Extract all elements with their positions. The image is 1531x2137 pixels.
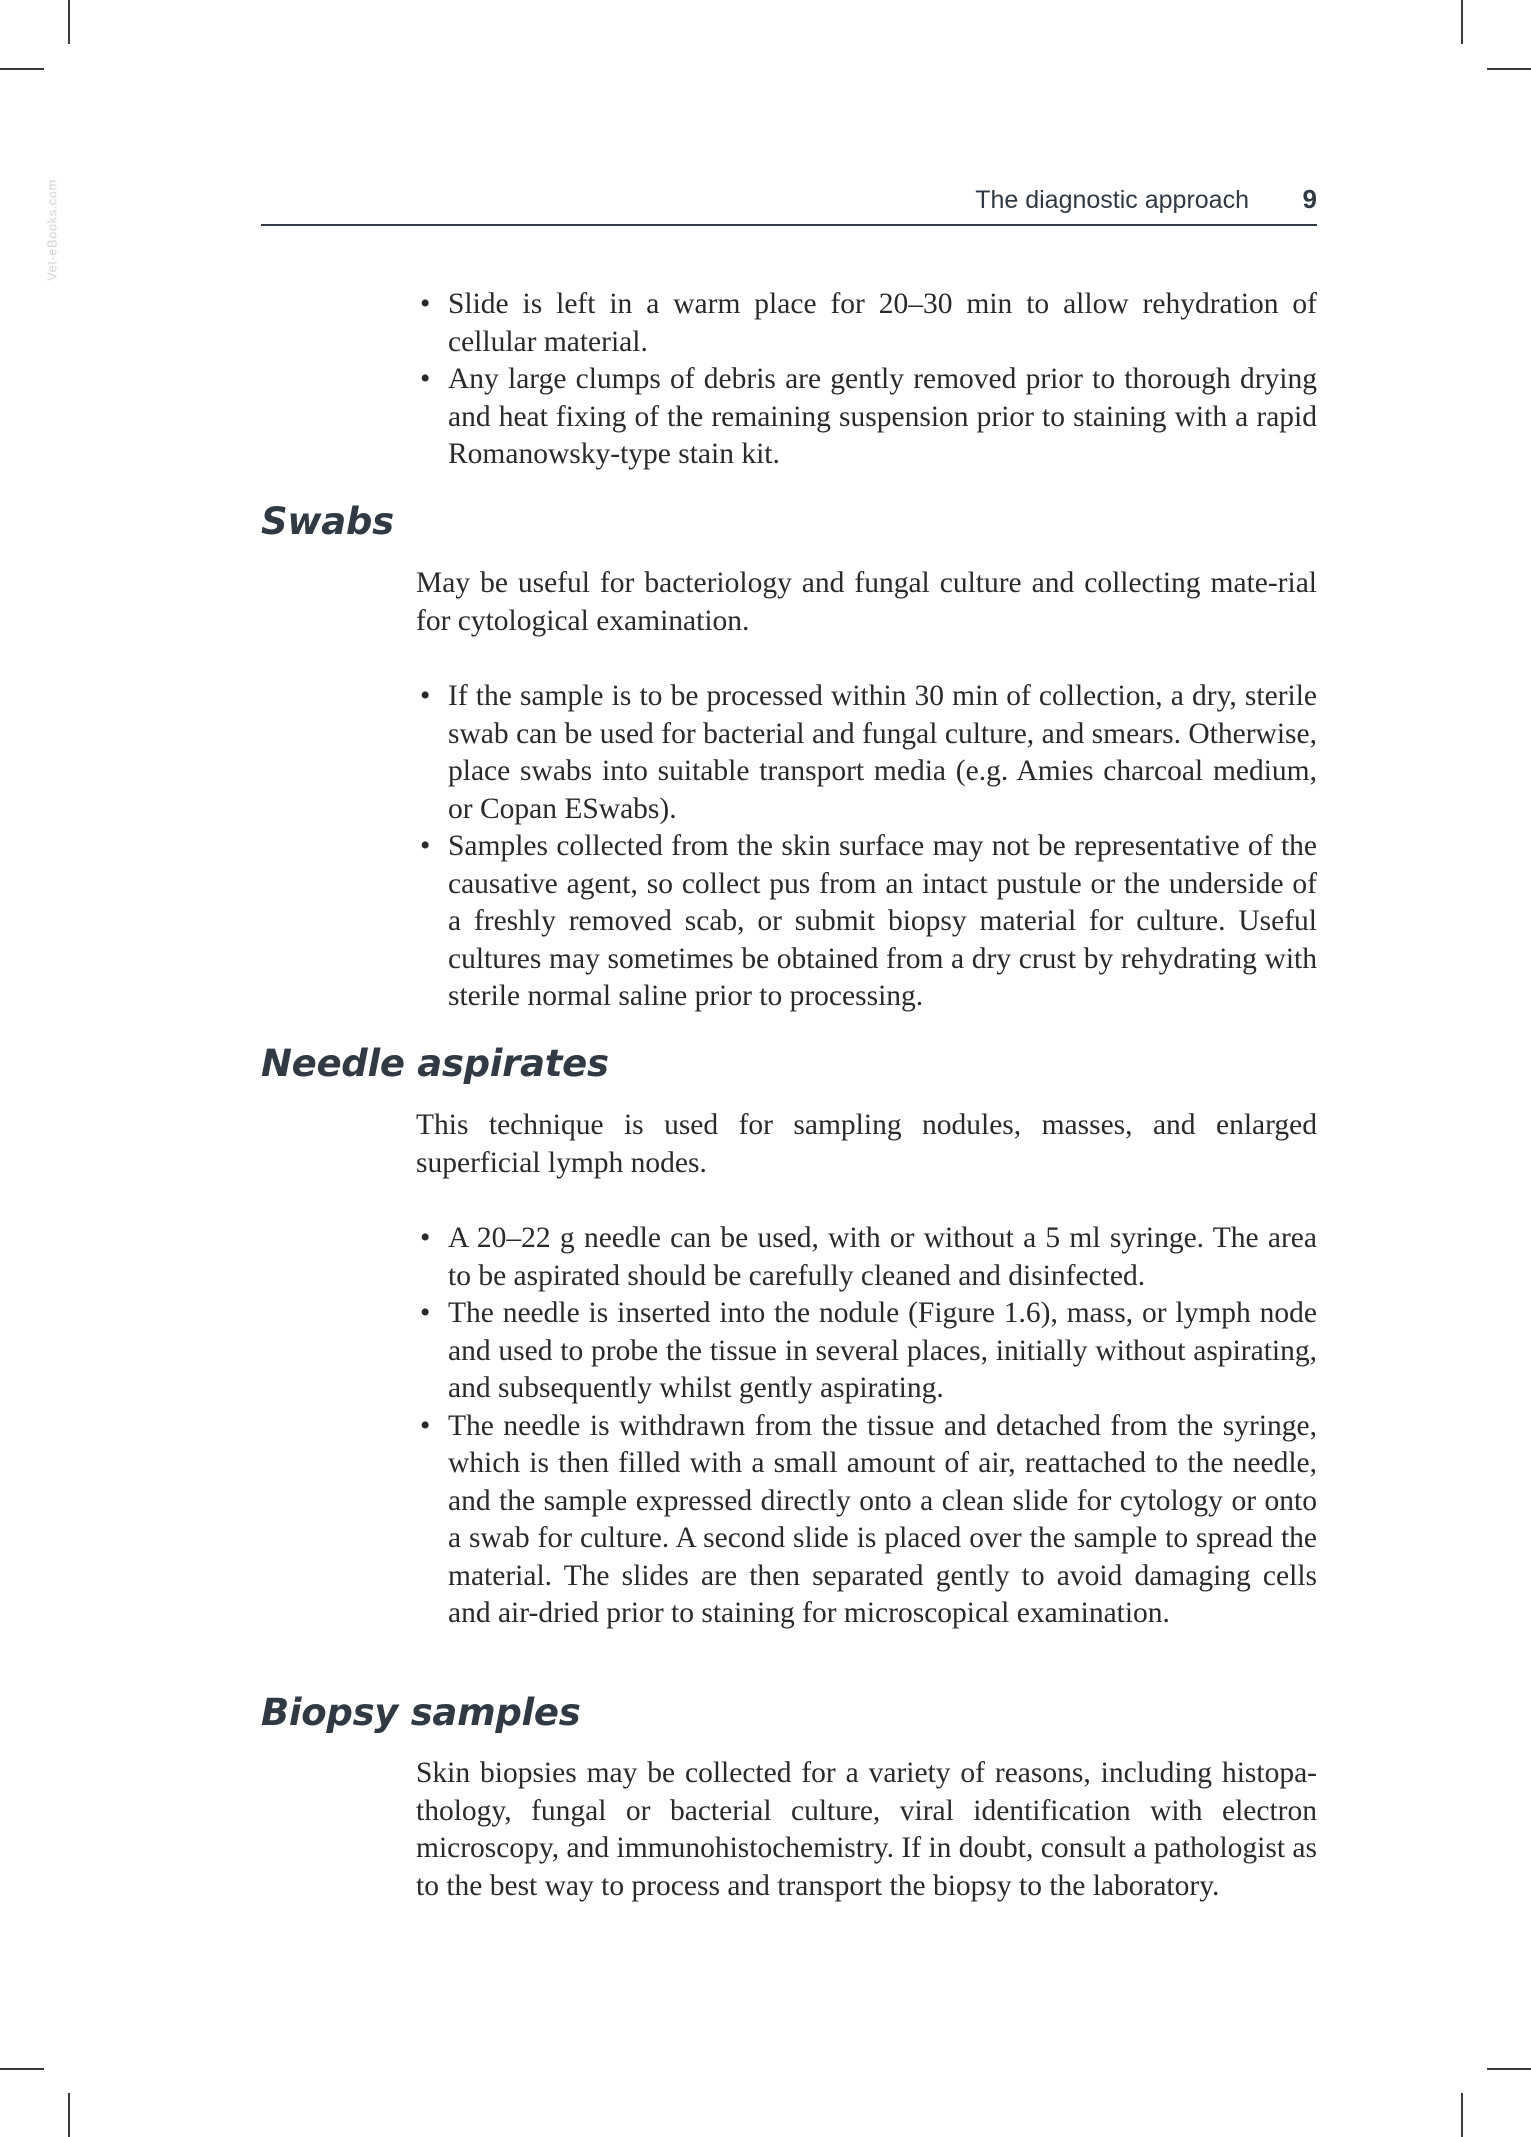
bullet-icon: •: [420, 288, 431, 320]
swabs-bullets-block: [416, 678, 1317, 1016]
needle-bullets-block: [416, 1220, 1317, 1633]
bullet-text: The needle is inserted into the nodule (Figure 1.6), mass, or lymph node and used to probe the tissue in several places, initially without aspirating, and subsequently whilst gently aspirating.: [448, 1297, 1317, 1404]
list-item: [416, 286, 1317, 361]
section-heading-needle-aspirates: Needle aspirates: [261, 1042, 609, 1085]
intro-bullet-list: [416, 286, 1317, 474]
bullet-icon: •: [420, 1409, 431, 1442]
needle-intro: This technique is used for sampling nodules, masses, and enlarged superficial lymph nodes.: [416, 1109, 1317, 1179]
section-heading-biopsy-samples: Biopsy samples: [261, 1691, 581, 1734]
needle-bullet-list: [416, 1220, 1317, 1633]
crop-mark-top-right-v: [1461, 0, 1463, 44]
crop-mark-bottom-left-v: [68, 2093, 70, 2137]
bullet-icon: •: [420, 1297, 431, 1329]
intro-bullets-block: [416, 286, 1317, 474]
swabs-bullet-list: [416, 678, 1317, 1016]
list-item: [416, 678, 1317, 828]
crop-mark-top-right-h: [1487, 68, 1531, 70]
crop-mark-bottom-right-h: [1487, 2068, 1531, 2070]
list-item: [416, 1408, 1317, 1633]
list-item: [416, 828, 1317, 1016]
page-number: 9: [1302, 184, 1317, 214]
section-heading-swabs: Swabs: [261, 500, 394, 543]
list-item: [416, 1295, 1317, 1408]
swabs-block: [416, 565, 1317, 640]
crop-mark-bottom-right-v: [1461, 2093, 1463, 2137]
bullet-icon: •: [420, 830, 431, 862]
bullet-text: If the sample is to be processed within 30 min of collection, a dry, sterile swab can be used for bacterial and fungal culture, and smears. Otherwise, place swabs into suitable transport media (e.g. Amies charcoal medium, or Copan ESwabs).: [448, 680, 1317, 825]
bullet-text: Samples collected from the skin surface may not be representative of the causative agent, so collect pus from an intact pustule or the underside of a freshly removed scab, or submit biopsy material for culture. Useful cultures may sometimes be obtained from a dry crust by rehydrating with sterile normal saline prior to processing.: [448, 830, 1317, 1012]
swabs-intro: May be useful for bacteriology and fungal culture and collecting mate-rial for cytological examination.: [416, 567, 1317, 637]
bullet-icon: •: [420, 680, 431, 712]
bullet-text: Any large clumps of debris are gently removed prior to thorough drying and heat fixing of the remaining suspension prior to staining with a rapid Romanowsky-type stain kit.: [448, 363, 1317, 470]
bullet-text: Slide is left in a warm place for 20–30 min to allow rehydration of cellular material.: [448, 288, 1317, 358]
crop-mark-top-left-v: [68, 0, 70, 44]
running-head: [261, 178, 1317, 226]
biopsy-block: [416, 1755, 1317, 1905]
running-head-title: The diagnostic approach: [975, 186, 1249, 214]
bullet-text: A 20–22 g needle can be used, with or without a 5 ml syringe. The area to be aspirated should be carefully cleaned and disinfected.: [448, 1222, 1317, 1292]
crop-mark-bottom-left-h: [0, 2068, 44, 2070]
list-item: [416, 361, 1317, 474]
crop-mark-top-left-h: [0, 68, 44, 70]
needle-block: [416, 1107, 1317, 1182]
list-item: [416, 1220, 1317, 1295]
bullet-icon: •: [420, 1222, 431, 1254]
biopsy-intro: Skin biopsies may be collected for a variety of reasons, including histopa-thology, fungal or bacterial culture, viral identification with electron microscopy, and immunohistochemistry. If in doubt, consult a pathologist as to the best way to process and transport the biopsy to the laboratory.: [416, 1757, 1317, 1902]
watermark: Vet-eBooks.com: [44, 179, 60, 281]
bullet-icon: •: [420, 363, 431, 395]
bullet-text: The needle is withdrawn from the tissue and detached from the syringe, which is then filled with a small amount of air, reattached to the needle, and the sample expressed directly onto a clean slide for cytology or onto a swab for culture. A second slide is placed over the sample to spread the material. The slides are then separated gently to avoid damaging cells and air-dried prior to staining for microscopical examination.: [448, 1409, 1317, 1629]
